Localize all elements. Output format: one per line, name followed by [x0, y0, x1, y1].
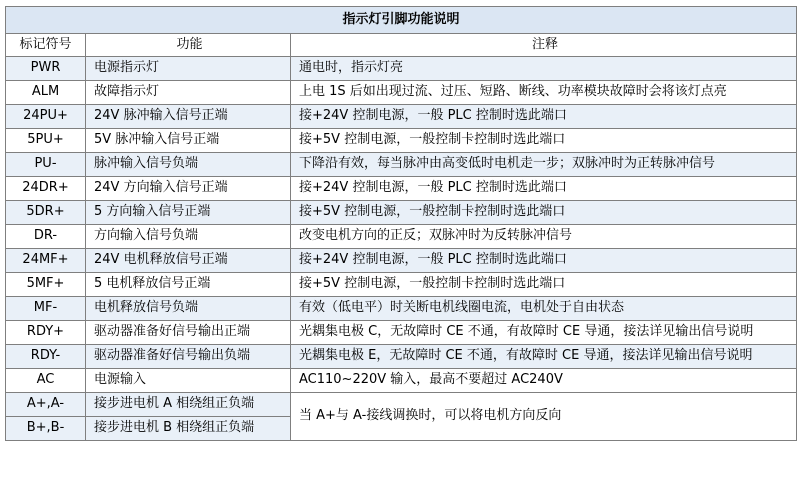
- table-row: [6, 345, 797, 369]
- row-function: 5 方向输入信号正端: [86, 201, 291, 225]
- row-note: 上电 1S 后如出现过流、过压、短路、断线、功率模块故障时会将该灯点亮: [291, 81, 797, 105]
- row-function: 5V 脉冲输入信号正端: [86, 129, 291, 153]
- row-function: 脉冲输入信号负端: [86, 153, 291, 177]
- row-note: 接+24V 控制电源，一般 PLC 控制时选此端口: [291, 177, 797, 201]
- table-row: [6, 297, 797, 321]
- row-note: 光耦集电极 C，无故障时 CE 不通，有故障时 CE 导通，接法详见输出信号说明: [291, 321, 797, 345]
- row-function: 故障指示灯: [86, 81, 291, 105]
- row-symbol: RDY+: [6, 321, 86, 345]
- row-note: 下降沿有效，每当脉冲由高变低时电机走一步；双脉冲时为正转脉冲信号: [291, 153, 797, 177]
- row-note: 接+5V 控制电源，一般控制卡控制时选此端口: [291, 129, 797, 153]
- header-symbol: 标记符号: [6, 34, 86, 57]
- table-row: [6, 177, 797, 201]
- row-function: 驱动器准备好信号输出正端: [86, 321, 291, 345]
- row-symbol: 5MF+: [6, 273, 86, 297]
- row-function: 5 电机释放信号正端: [86, 273, 291, 297]
- table-row: [6, 225, 797, 249]
- row-function: 24V 方向输入信号正端: [86, 177, 291, 201]
- row-symbol: PU-: [6, 153, 86, 177]
- row-note: AC110~220V 输入，最高不要超过 AC240V: [291, 369, 797, 393]
- row-function: 方向输入信号负端: [86, 225, 291, 249]
- header-function: 功能: [86, 34, 291, 57]
- row-function: 电源输入: [86, 369, 291, 393]
- row-function: 接步进电机 A 相绕组正负端: [86, 393, 291, 417]
- merged-note: 当 A+与 A-接线调换时，可以将电机方向反向: [291, 393, 797, 441]
- row-symbol: 24MF+: [6, 249, 86, 273]
- row-note: 接+24V 控制电源，一般 PLC 控制时选此端口: [291, 105, 797, 129]
- row-function: 24V 脉冲输入信号正端: [86, 105, 291, 129]
- row-note: 接+5V 控制电源，一般控制卡控制时选此端口: [291, 201, 797, 225]
- table-title-row: [6, 7, 797, 34]
- table-row: [6, 81, 797, 105]
- table-row: [6, 321, 797, 345]
- row-function: 接步进电机 B 相绕组正负端: [86, 417, 291, 441]
- table-row: [6, 153, 797, 177]
- row-note: 光耦集电极 E，无故障时 CE 不通，有故障时 CE 导通，接法详见输出信号说明: [291, 345, 797, 369]
- table-header-row: [6, 34, 797, 57]
- row-symbol: 5PU+: [6, 129, 86, 153]
- row-symbol: A+,A-: [6, 393, 86, 417]
- table-row: [6, 201, 797, 225]
- row-symbol: AC: [6, 369, 86, 393]
- row-note: 改变电机方向的正反；双脉冲时为反转脉冲信号: [291, 225, 797, 249]
- table-row: [6, 105, 797, 129]
- row-symbol: ALM: [6, 81, 86, 105]
- row-function: 24V 电机释放信号正端: [86, 249, 291, 273]
- header-note: 注释: [291, 34, 797, 57]
- row-symbol: 5DR+: [6, 201, 86, 225]
- table-title: 指示灯引脚功能说明: [6, 7, 797, 34]
- pin-function-table: [5, 6, 797, 441]
- row-note: 接+5V 控制电源，一般控制卡控制时选此端口: [291, 273, 797, 297]
- row-function: 电机释放信号负端: [86, 297, 291, 321]
- table-row: [6, 369, 797, 393]
- row-symbol: MF-: [6, 297, 86, 321]
- row-symbol: PWR: [6, 57, 86, 81]
- table-row: [6, 393, 797, 417]
- row-note: 接+24V 控制电源，一般 PLC 控制时选此端口: [291, 249, 797, 273]
- table-row: [6, 249, 797, 273]
- table-row: [6, 273, 797, 297]
- row-symbol: RDY-: [6, 345, 86, 369]
- row-symbol: 24PU+: [6, 105, 86, 129]
- row-function: 驱动器准备好信号输出负端: [86, 345, 291, 369]
- row-symbol: B+,B-: [6, 417, 86, 441]
- row-function: 电源指示灯: [86, 57, 291, 81]
- table-row: [6, 57, 797, 81]
- row-note: 有效（低电平）时关断电机线圈电流，电机处于自由状态: [291, 297, 797, 321]
- table-row: [6, 129, 797, 153]
- row-symbol: 24DR+: [6, 177, 86, 201]
- row-note: 通电时，指示灯亮: [291, 57, 797, 81]
- row-symbol: DR-: [6, 225, 86, 249]
